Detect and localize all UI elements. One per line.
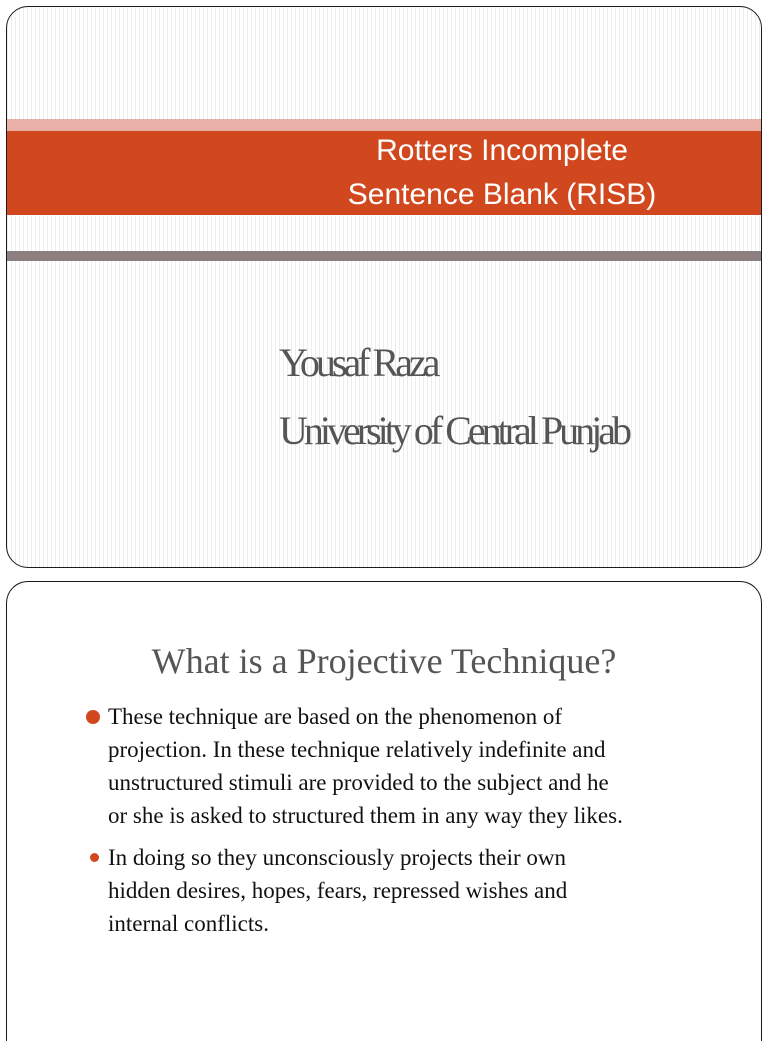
- bullet-item: [108, 841, 748, 940]
- bullet-dot-icon: [90, 853, 99, 862]
- university-name: University of Central Punjab: [279, 408, 629, 453]
- bullet-text: These technique are based on the phenomenon of projection. In these technique relatively indefinite and unstructured stimuli are provided to the subject and he or she is asked to structured them in any way they likes.: [108, 704, 623, 828]
- bullet-item: [108, 700, 748, 832]
- content-slide: [6, 581, 762, 1041]
- slide-heading: What is a Projective Technique?: [151, 641, 617, 681]
- author-name: Yousaf Raza: [279, 340, 437, 385]
- bullet-text: In doing so they unconsciously projects their own hidden desires, hopes, fears, repressed wishes and internal conflicts.: [108, 845, 568, 936]
- divider-bar: [7, 251, 761, 261]
- title-slide: [6, 6, 762, 568]
- slide-title: Rotters Incomplete Sentence Blank (RISB): [347, 134, 657, 211]
- bullet-dot-icon: [86, 710, 100, 724]
